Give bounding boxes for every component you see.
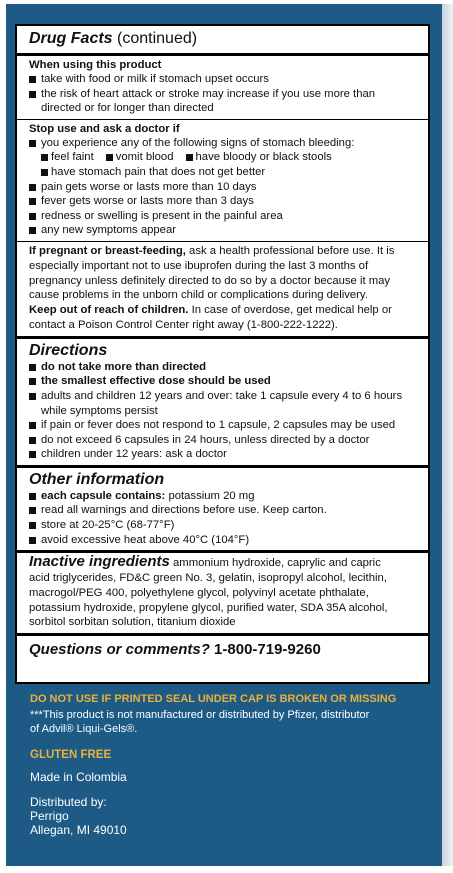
pregnancy-section: [17, 241, 428, 336]
list-item: do not take more than directed: [29, 360, 416, 375]
drug-facts-title: Drug Facts: [29, 30, 113, 47]
questions-label: Questions or comments?: [29, 641, 210, 659]
capsule-bold: each capsule contains:: [41, 489, 166, 502]
list-item: [29, 489, 416, 504]
pregnancy-text: especially important not to use ibuprofen during the last 3 months of: [29, 259, 369, 272]
made-in-label: Made in Colombia: [30, 770, 127, 784]
pregnancy-text: pregnancy unless definitely directed to do so by a doctor because it may: [29, 274, 391, 287]
list-item: store at 20-25°C (68-77°F): [29, 518, 416, 533]
questions-section: [17, 633, 428, 665]
sign-item: have stomach pain that does not get better: [41, 165, 265, 180]
pregnancy-bold: If pregnant or breast-feeding,: [29, 244, 186, 257]
list-item: avoid excessive heat above 40°C (104°F): [29, 533, 416, 548]
list-item: the risk of heart attack or stroke may increase if you use more than: [29, 87, 416, 102]
directions-heading: Directions: [29, 341, 108, 359]
when-using-section: [17, 53, 428, 119]
sign-item: vomit blood: [106, 150, 174, 165]
inactive-text: sorbitol sorbitan solution, titanium dioxide: [29, 616, 236, 629]
list-item: if pain or fever does not respond to 1 capsule, 2 capsules may be used: [29, 418, 416, 433]
list-item: children under 12 years: ask a doctor: [29, 447, 416, 462]
inactive-text: potassium hydroxide, propylene glycol, purified water, SDA 35A alcohol,: [29, 601, 388, 614]
other-info-section: [17, 465, 428, 550]
drug-facts-header: [17, 26, 428, 53]
list-item: pain gets worse or lasts more than 10 days: [29, 180, 416, 195]
distributor-name: Perrigo: [30, 809, 69, 823]
carton-edge: [442, 4, 453, 866]
inactive-section: [17, 550, 428, 633]
list-item: take with food or milk if stomach upset occurs: [29, 72, 416, 87]
capsule-text: potassium 20 mg: [165, 489, 255, 502]
pregnancy-line: [29, 244, 416, 259]
keep-out-bold: Keep out of reach of children.: [29, 304, 189, 317]
gluten-free-label: GLUTEN FREE: [30, 749, 112, 761]
seal-warning-text: DO NOT USE IF PRINTED SEAL UNDER CAP IS BROKEN OR MISSING: [30, 693, 397, 705]
list-item-continued: while symptoms persist: [41, 404, 158, 417]
list-item: the smallest effective dose should be used: [29, 374, 416, 389]
list-item: any new symptoms appear: [29, 223, 416, 238]
inactive-text: acid triglycerides, FD&C green No. 3, gelatin, isopropyl alcohol, lecithin,: [29, 572, 387, 585]
list-item: fever gets worse or lasts more than 3 days: [29, 194, 416, 209]
bleeding-signs-row: [29, 150, 416, 165]
list-item: redness or swelling is present in the painful area: [29, 209, 416, 224]
seal-warning: [30, 692, 396, 706]
list-item: adults and children 12 years and over: take 1 capsule every 4 to 6 hours: [29, 389, 416, 404]
other-info-heading: Other information: [29, 470, 165, 488]
stop-use-section: [17, 119, 428, 241]
list-item: you experience any of the following signs of stomach bleeding:: [29, 136, 416, 151]
disclaimer-line-1: ***This product is not manufactured or distributed by Pfizer, distributor: [30, 709, 370, 721]
sign-item: have bloody or black stools: [186, 150, 332, 165]
drug-facts-panel: [15, 24, 430, 684]
bleeding-signs-row-2: [29, 165, 416, 180]
list-item: do not exceed 6 capsules in 24 hours, unless directed by a doctor: [29, 433, 416, 448]
inactive-line: [29, 555, 416, 571]
inactive-text: macrogol/PEG 400, polyethylene glycol, polyvinyl acetate phthalate,: [29, 586, 369, 599]
keep-out-text: contact a Poison Control Center right away (1-800-222-1222).: [29, 318, 338, 331]
distributor-address: Allegan, MI 49010: [30, 823, 127, 837]
when-using-heading: When using this product: [29, 59, 162, 71]
questions-phone: 1-800-719-9260: [214, 641, 321, 659]
disclaimer-line-2: of Advil® Liqui-Gels®.: [30, 723, 138, 735]
keep-out-text: In case of overdose, get medical help or: [188, 304, 392, 317]
distributed-by-label: Distributed by:: [30, 795, 107, 809]
stop-use-heading: Stop use and ask a doctor if: [29, 122, 180, 135]
inactive-heading: Inactive ingredients: [29, 553, 170, 571]
list-item-continued: directed or for longer than directed: [41, 102, 214, 115]
drug-facts-subtitle: (continued): [117, 30, 198, 47]
directions-section: [17, 336, 428, 465]
inactive-text: ammonium hydroxide, caprylic and capric: [169, 557, 381, 570]
pregnancy-text: ask a health professional before use. It is: [185, 244, 395, 257]
list-item: read all warnings and directions before use. Keep carton.: [29, 503, 416, 518]
pregnancy-text: cause problems in the unborn child or complications during delivery.: [29, 289, 368, 302]
sign-item: feel faint: [41, 150, 94, 165]
keep-out-line: [29, 303, 416, 318]
